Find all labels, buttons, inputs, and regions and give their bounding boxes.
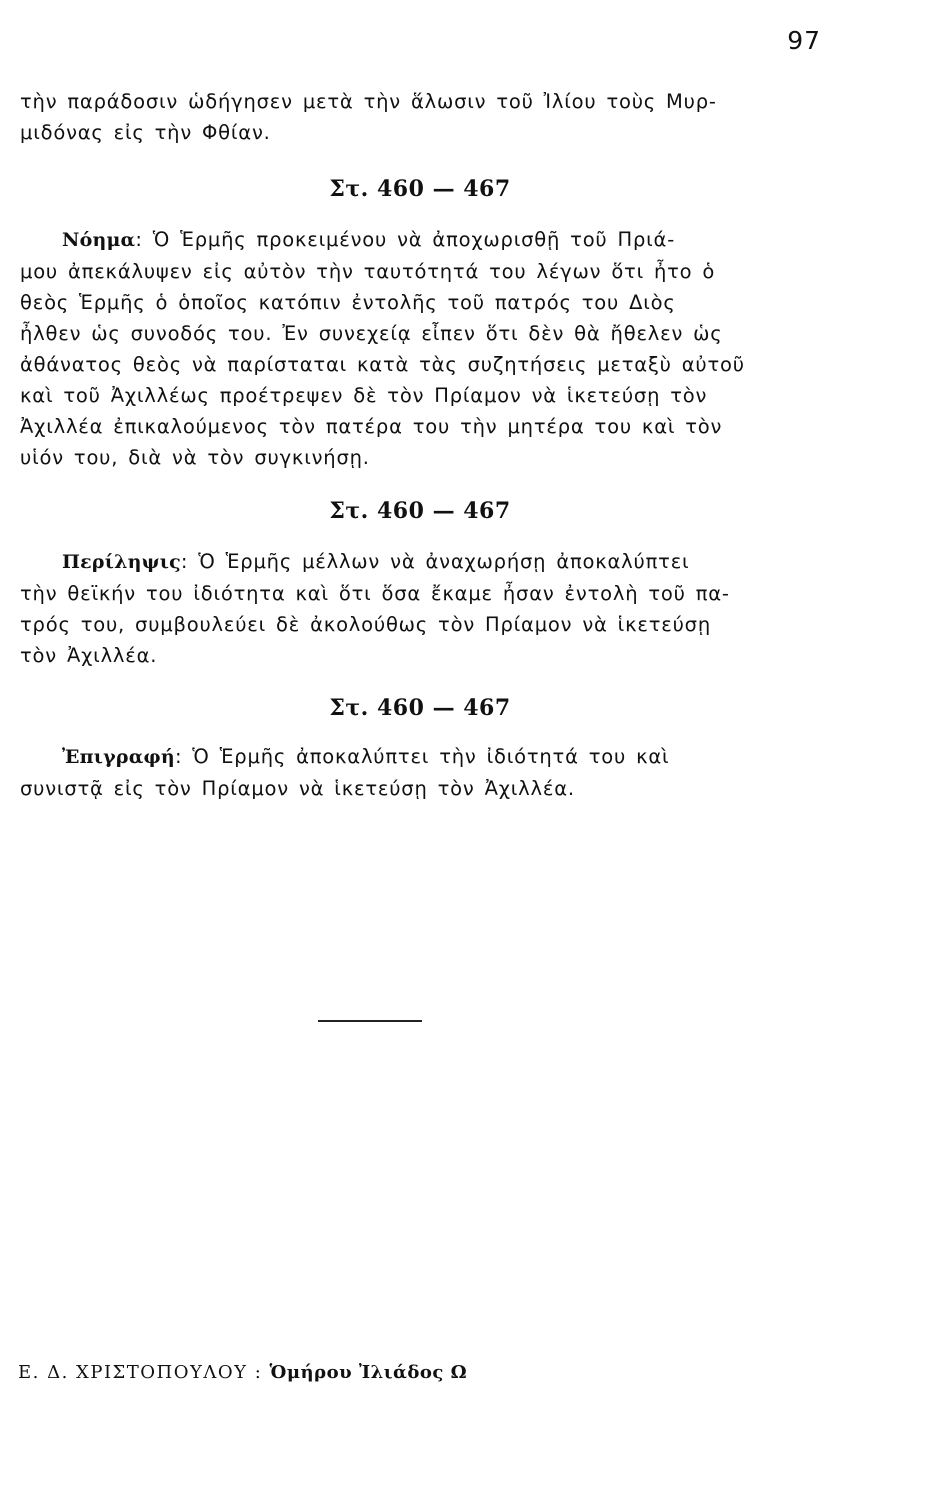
page-number: 97 (787, 26, 821, 55)
epigrafi-paragraph (20, 741, 820, 804)
perilipsis-label: Περίληψις (62, 551, 181, 573)
section-heading: Στ. 460 — 467 (329, 498, 511, 524)
section-heading: Στ. 460 — 467 (329, 176, 511, 202)
paragraph-first-line (20, 741, 820, 773)
page-footer (18, 1362, 467, 1383)
page-body (20, 86, 820, 804)
paragraph-text: : Ὁ Ἑρμῆς μέλλων νὰ ἀναχωρήσῃ ἀποκαλύπτει (180, 550, 690, 573)
paragraph-line: υἱόν του, διὰ νὰ τὸν συγκινήσῃ. (20, 446, 370, 469)
paragraph-line: Ἀχιλλέα ἐπικαλούμενος τὸν πατέρα του τὴν μητέρα του καὶ τὸν (20, 415, 723, 438)
paragraph-line: θεὸς Ἑρμῆς ὁ ὁποῖος κατόπιν ἐντολῆς τοῦ πατρός του Διὸς (20, 291, 676, 314)
paragraph-line: ἦλθεν ὡς συνοδός του. Ἐν συνεχείᾳ εἶπεν ὅτι δὲν θὰ ἤθελεν ὡς (20, 322, 723, 345)
perilipsis-paragraph (20, 546, 820, 671)
paragraph-text: : Ὁ Ἑρμῆς προκειμένου νὰ ἀποχωρισθῇ τοῦ Πριά- (135, 228, 676, 251)
footer-book-title: Ὁμήρου Ἰλιάδος Ω (269, 1362, 468, 1383)
paragraph-first-line (20, 546, 820, 578)
paragraph-line: τὸν Ἀχιλλέα. (20, 644, 158, 667)
intro-line: μιδόνας εἰς τὴν Φθίαν. (20, 121, 271, 144)
paragraph-line: τρός του, συμβουλεύει δὲ ἀκολούθως τὸν Πρίαμον νὰ ἱκετεύσῃ (20, 613, 711, 636)
paragraph-line: συνιστᾷ εἰς τὸν Πρίαμον νὰ ἱκετεύσῃ τὸν Ἀχιλλέα. (20, 777, 575, 800)
paragraph-text: : Ὁ Ἑρμῆς ἀποκαλύπτει τὴν ἰδιότητά του καὶ (174, 745, 670, 768)
paragraph-line: μου ἀπεκάλυψεν εἰς αὐτὸν τὴν ταυτότητά του λέγων ὅτι ἦτο ὁ (20, 260, 716, 283)
paragraph-line: καὶ τοῦ Ἀχιλλέως προέτρεψεν δὲ τὸν Πρίαμον νὰ ἱκετεύσῃ τὸν (20, 384, 708, 407)
section-heading: Στ. 460 — 467 (329, 695, 511, 721)
paragraph-first-line (20, 224, 820, 256)
separator-rule (318, 1020, 422, 1022)
paragraph-line: ἀθάνατος θεὸς νὰ παρίσταται κατὰ τὰς συζητήσεις μεταξὺ αὐτοῦ (20, 353, 745, 376)
intro-paragraph (20, 86, 820, 148)
paragraph-line: τὴν θεϊκήν του ἰδιότητα καὶ ὅτι ὅσα ἔκαμε ἦσαν ἐντολὴ τοῦ πα- (20, 582, 730, 605)
noima-label: Νόημα (62, 229, 136, 251)
intro-line: τὴν παράδοσιν ὡδήγησεν μετὰ τὴν ἅλωσιν τοῦ Ἰλίου τοὺς Μυρ- (20, 90, 717, 113)
noima-paragraph (20, 224, 820, 473)
footer-author: Ε. Δ. ΧΡΙΣΤΟΠΟΥΛΟΥ : (18, 1362, 270, 1383)
epigrafi-label: Ἐπιγραφή (62, 746, 175, 768)
